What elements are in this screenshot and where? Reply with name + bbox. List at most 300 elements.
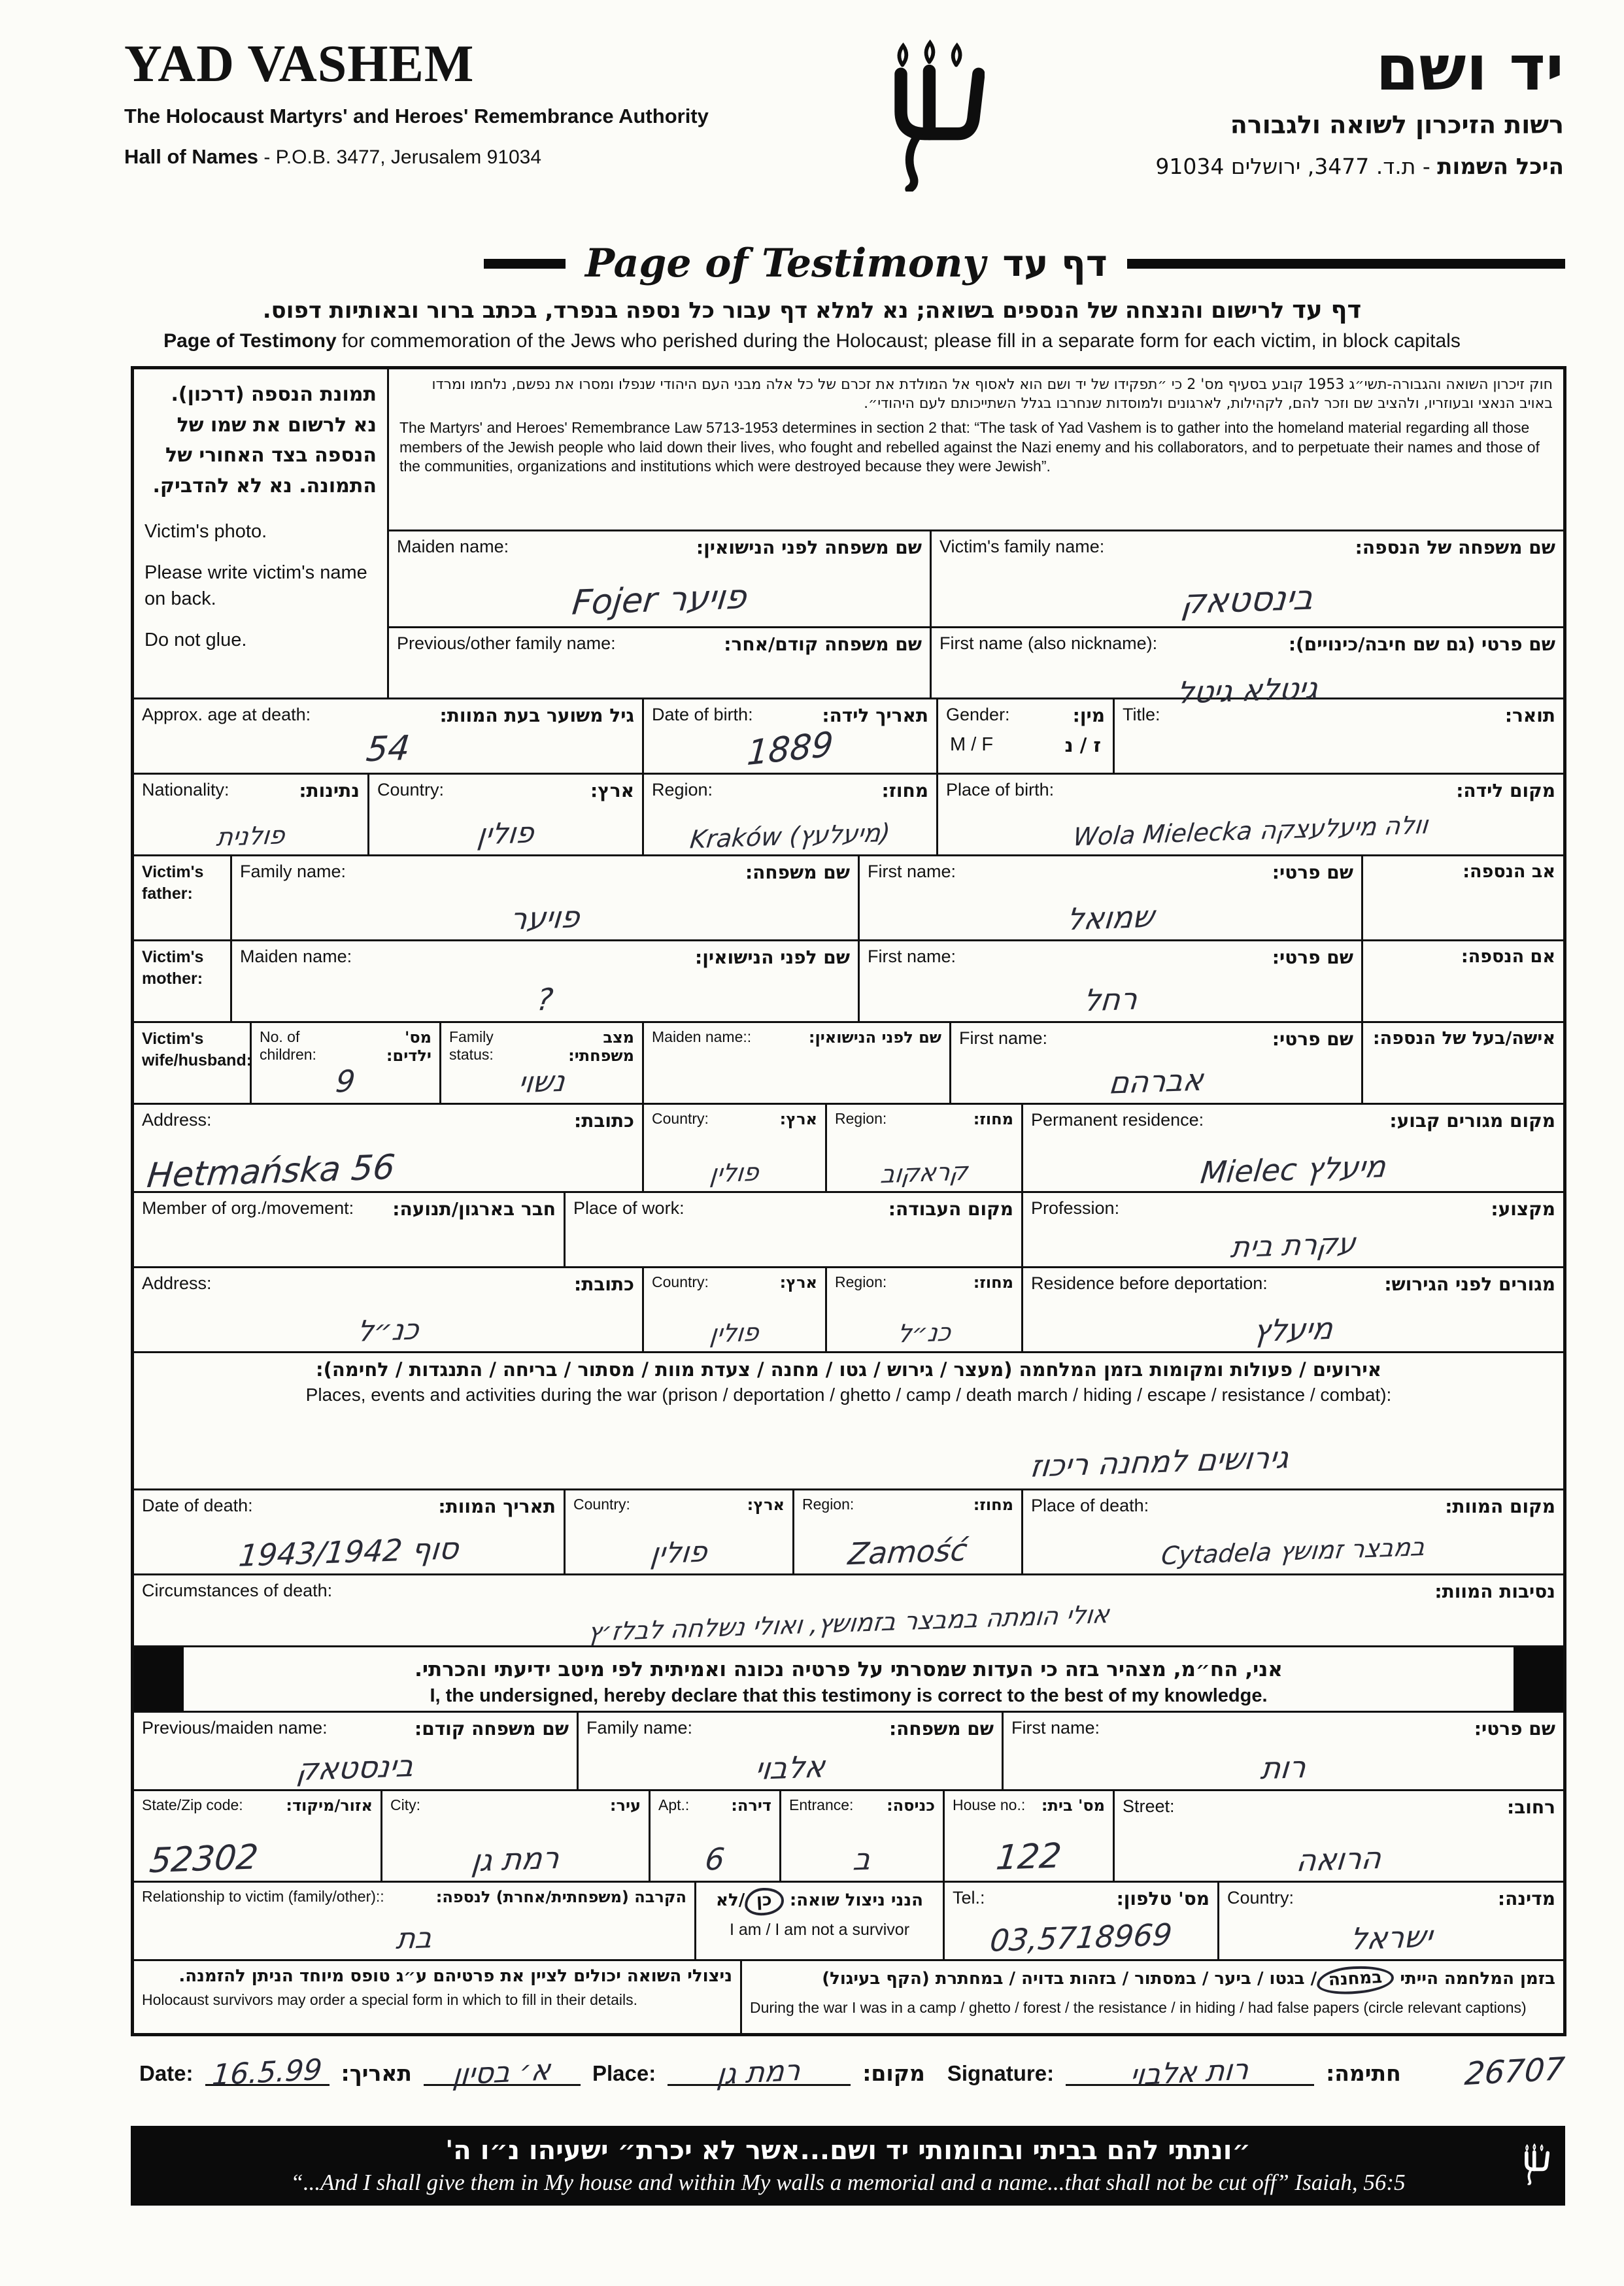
submitter-country-label-he: מדינה: [1497, 1888, 1555, 1909]
war-events-label-he: אירועים / פעולות ומקומות בזמן המלחמה (מעצר / גירוש / גטו / מחנה / צעדת מוות / מסתור / בריחה / התנגדות / לחימה): [316, 1358, 1381, 1381]
place-label-he: מקום: [862, 2060, 925, 2086]
date-value: 16.5.99 [210, 2053, 324, 2093]
place-of-birth-value: Wola Mielecka וולה מיעלעצקה [1072, 810, 1430, 852]
spouse-head-en: Victim's wife/husband: [142, 1030, 252, 1069]
family-status-label-he: מצב משפחתי: [568, 1028, 634, 1065]
title-rule-right [1127, 259, 1565, 269]
children-label-en: No. of children: [260, 1028, 316, 1063]
victim-family-name-label-en: Victim's family name: [939, 537, 1105, 556]
place-line [668, 2052, 851, 2092]
submitter-previous-name-label-he: שם משפחה קודם: [414, 1718, 569, 1740]
address1-country-value: פולין [708, 1157, 761, 1188]
law-text-he: חוק זיכרון השואה והגבורה-תשי״ג 1953 קובע בסעיף מס' 2 כי ״תפקידו של יד ושם הוא לאסוף אל המולדת את זכרם של כל אלה מבני העם היהודי שנפלו ומסרו את נפשם, נלחמו ומרדו באויב הנאצי ובעוזריו, ולהציב שם וזכר להם, לקהילות, לארגונים ולמוסדות שנחרבו בגלל השתייכותם לעם היהודי״. [431, 377, 1553, 412]
address1-region-label-he: מחוז: [973, 1110, 1013, 1128]
place-of-work-label-he: מקום העבודה: [888, 1198, 1013, 1220]
telephone-label-he: מס' טלפון: [1116, 1888, 1210, 1909]
submitter-first-name-label-en: First name: [1011, 1718, 1100, 1738]
gender-options-he: ז / נ [1064, 734, 1101, 756]
spouse-head-he: אישה/בעל של הנספה: [1372, 1028, 1555, 1049]
spouse-first-value: אברהם [1107, 1062, 1206, 1101]
row-photo-law-names [134, 369, 1563, 711]
during-war-camp-label: במחנה [1328, 1967, 1383, 1991]
address1-label-he: כתובת: [574, 1110, 634, 1132]
father-first-label-en: First name: [868, 862, 956, 881]
masthead-right [1155, 33, 1564, 180]
hall-of-names-he [1155, 154, 1564, 180]
mother-first-label-en: First name: [868, 947, 956, 966]
date-of-birth-label-he: תאריך לידה: [822, 705, 928, 726]
registration-number: 26707 [1463, 2050, 1566, 2093]
war-events-label-en: Places, events and activities during the war (prison / deportation / ghetto / camp / death march / hiding / escape / resistance / combat): [305, 1385, 1392, 1405]
page-title-row [131, 241, 1565, 286]
spouse-first-label-he: שם פרטי: [1272, 1028, 1353, 1050]
field-address2-region [827, 1268, 1023, 1351]
mother-first-value: רחל [1081, 981, 1140, 1018]
date-label-he: תאריך: [341, 2060, 412, 2086]
first-name-value: גיטלא גיטל [1175, 670, 1320, 711]
photo-instructions-he: תמונת הנספה (דרכון). נא לרשום את שמו של הנספה בצד האחורי של התמונה. נא לא להדביק. [152, 383, 377, 497]
date-he-value: א׳ בסיון [451, 2053, 552, 2093]
photo-en-line2: Please write victim's name on back. [144, 562, 367, 610]
field-title [1115, 699, 1563, 773]
gender-options-en: M / F [950, 734, 994, 755]
member-org-label-en: Member of org./movement: [142, 1198, 354, 1218]
address1-country-label-en: Country: [652, 1110, 709, 1127]
title-label-en: Title: [1123, 705, 1160, 724]
submitter-first-name-label-he: שם פרטי: [1474, 1718, 1555, 1740]
during-war-prefix: בזמן המלחמה הייתי [1400, 1969, 1555, 1989]
field-submitter-previous-name [134, 1713, 579, 1789]
field-father-family-name [232, 856, 860, 939]
hall-of-names-rest-he: - ת.ד. 3477, ירושלים 91034 [1155, 154, 1438, 179]
signature-value: רות אלבוי [1128, 2053, 1251, 2093]
death-region-label-en: Region: [802, 1496, 854, 1513]
residence-before-label-en: Residence before deportation: [1031, 1273, 1268, 1293]
gender-options [946, 734, 1105, 756]
apt-value: 6 [703, 1841, 726, 1877]
date-of-birth-value: 1889 [745, 724, 835, 774]
previous-family-name-label-en: Previous/other family name: [397, 633, 616, 653]
field-address1 [134, 1105, 644, 1196]
field-place-of-work [566, 1193, 1023, 1266]
field-previous-family-name [389, 628, 932, 698]
birth-country-label-en: Country: [377, 780, 445, 799]
address2-value: כנ״ל [355, 1313, 421, 1349]
mother-maiden-label-he: שם לפני הנישואין: [695, 947, 850, 968]
masthead-left [124, 35, 709, 169]
field-submitter-first-name [1004, 1713, 1563, 1789]
field-submitter-country [1219, 1883, 1563, 1959]
telephone-label-en: Tel.: [953, 1888, 985, 1908]
father-family-value: פויער [508, 899, 582, 937]
place-value: רמת גן [715, 2053, 802, 2092]
row-address2 [134, 1268, 1563, 1353]
row-maiden-family [389, 531, 1563, 628]
mother-head-en: Victim's mother: [142, 948, 204, 988]
title-label-he: תואר: [1504, 705, 1555, 726]
member-org-label-he: חבר בארגון/תנועה: [392, 1198, 556, 1220]
field-mother-first-name [860, 941, 1363, 1021]
row-work [134, 1193, 1563, 1268]
spouse-first-label-en: First name: [959, 1028, 1048, 1048]
address2-country-label-en: Country: [652, 1273, 709, 1290]
yad-vashem-title-he: יד ושם [1376, 33, 1564, 105]
intro-instructions [0, 295, 1624, 352]
spouse-maiden-label-en: Maiden name:: [652, 1028, 752, 1045]
birth-region-value: Kraków (מיעלעץ) [688, 818, 892, 854]
submitter-family-name-label-he: שם משפחה: [888, 1718, 994, 1740]
during-war-rest: / בגטו / ביער / במסתור / בזהות בדויה / במחתרת (הקף בעיגול) [822, 1969, 1317, 1989]
submitter-family-name-label-en: Family name: [586, 1718, 693, 1738]
first-name-label-he: שם פרטי (גם שם חיבה/כינויים): [1288, 633, 1555, 655]
city-value: רמת גן [469, 1840, 562, 1879]
children-value: 9 [334, 1063, 357, 1100]
intro-en [0, 330, 1624, 352]
masthead [124, 33, 1564, 195]
address2-label-en: Address: [142, 1273, 212, 1293]
intro-he [0, 295, 1624, 324]
row-age-dob-gender-title [134, 699, 1563, 775]
entrance-value: ב [851, 1841, 873, 1877]
mother-maiden-label-en: Maiden name: [240, 947, 352, 966]
field-telephone [945, 1883, 1219, 1959]
field-age-at-death [134, 699, 644, 773]
footer-quote-he: ״ונתתי להם בביתי ובחומותי יד ושם...אשר לא יכרת״ ישעיהו נ״ו ה' [445, 2136, 1251, 2166]
survivors-note-en: Holocaust survivors may order a special form in which to fill in their details. [142, 1991, 638, 2008]
signature-line [1066, 2052, 1314, 2093]
date-of-death-value: סוף 1943/1942 [237, 1530, 461, 1573]
place-of-death-label-en: Place of death: [1031, 1496, 1149, 1515]
field-gender [938, 699, 1115, 773]
during-war-he [750, 1966, 1555, 1994]
field-profession [1023, 1193, 1563, 1266]
death-region-value: Zamość [846, 1532, 970, 1572]
survivors-special-form-note [134, 1961, 742, 2033]
mother-maiden-value: ? [535, 981, 555, 1018]
field-birth-country [369, 775, 644, 854]
row-death [134, 1490, 1563, 1575]
field-member-org [134, 1193, 566, 1266]
city-label-he: עיר: [609, 1796, 641, 1815]
signature-strip [134, 2049, 1566, 2093]
zip-label-he: אזור/מיקוד: [286, 1796, 373, 1815]
birth-country-label-he: ארץ: [590, 780, 634, 801]
survivors-note-he: ניצולי השואה יכולים לציין את פרטיהם ע״ג טופס מיוחד הניתן להזמנה. [178, 1966, 732, 1986]
survivor-question-prefix: הנני ניצול שואה: [789, 1891, 923, 1910]
nationality-label-he: נתינות: [299, 780, 360, 801]
field-during-war [742, 1961, 1563, 2033]
title-rule-left [484, 259, 566, 269]
survivor-question-en: I am / I am not a survivor [729, 1921, 910, 1939]
declaration-en: I, the undersigned, hereby declare that this testimony is correct to the best of my knowledge. [430, 1685, 1268, 1706]
spouse-maiden-value [649, 1094, 944, 1104]
address1-value: Hetmańska 56 [145, 1147, 397, 1196]
row-circumstances [134, 1575, 1563, 1647]
spouse-maiden-label-he: שם לפני הנישואין: [808, 1028, 941, 1047]
place-of-death-value: Cytadela במבצר זמושץ [1160, 1532, 1427, 1571]
war-events-value: גירושים למחנה ריכוז [1028, 1439, 1291, 1485]
field-children-count [252, 1023, 441, 1103]
circumstances-label-he: נסיבות המוות: [1434, 1581, 1555, 1602]
date-line [205, 2052, 330, 2093]
hall-of-names-en [124, 145, 709, 169]
nationality-label-en: Nationality: [142, 780, 229, 799]
field-apt [651, 1791, 781, 1881]
telephone-value: 03,5718969 [988, 1917, 1174, 1958]
address1-label-en: Address: [142, 1110, 212, 1130]
field-place-of-birth [938, 775, 1563, 854]
field-street [1115, 1791, 1563, 1881]
survivor-slash: / [738, 1891, 745, 1910]
mother-first-label-he: שם פרטי: [1272, 947, 1353, 968]
field-relationship [134, 1883, 696, 1959]
father-first-label-he: שם פרטי: [1272, 862, 1353, 883]
photo-instructions-box [134, 369, 389, 698]
maiden-name-value: Fojer פויער [570, 577, 749, 623]
submitter-previous-name-value: בינסטאק [295, 1747, 416, 1788]
gender-label-en: Gender: [946, 705, 1010, 724]
zip-value: 52302 [147, 1838, 260, 1881]
law-text-en: The Martyrs' and Heroes' Remembrance Law 5713-1953 determines in section 2 that: “The task of Yad Vashem is to gather into the homeland material regarding all those members of the Jewish people who laid down their lives, who fought and rebelled against the Nazi enemy and his collaborators, and to perpetuate their names and those of the communities, organizations and institutions which were destroyed because they were Jewish”. [399, 419, 1540, 475]
during-war-camp-circled [1316, 1964, 1395, 1996]
first-name-label-en: First name (also nickname): [939, 633, 1158, 653]
survivor-yes-circled [744, 1887, 785, 1916]
photo-instructions-en [144, 518, 377, 653]
profession-label-he: מקצוע: [1491, 1198, 1555, 1220]
photo-en-line1: Victim's photo. [144, 521, 267, 542]
intro-he-rest: לרישום והנצחה של הנספים בשואה; נא למלא דף עבור כל נספה בנפרד, בכתב ברור ובאותיות דפוס. [262, 297, 1293, 324]
death-region-label-he: מחוז: [973, 1496, 1013, 1514]
address1-region-value: קראקוב [879, 1156, 970, 1189]
permanent-residence-value: Mielec מיעלץ [1198, 1148, 1388, 1191]
permanent-residence-label-en: Permanent residence: [1031, 1110, 1204, 1130]
field-address1-country [644, 1105, 827, 1191]
field-spouse-maiden-name [644, 1023, 951, 1103]
field-mother-maiden-name [232, 941, 860, 1021]
profession-label-en: Profession: [1031, 1198, 1120, 1218]
during-war-en: During the war I was in a camp / ghetto / forest / the resistance / in hiding / had false papers (circle relevant captions) [750, 1999, 1527, 2016]
field-submitter-family-name [579, 1713, 1004, 1789]
victim-family-name-label-he: שם משפחה של הנספה: [1355, 537, 1555, 558]
relationship-label-he: הקרבה (משפחתית/אחרת) לנספה: [435, 1888, 686, 1906]
place-of-birth-label-en: Place of birth: [946, 780, 1055, 799]
submitter-first-name-value: רות [1259, 1749, 1308, 1787]
intro-en-bold: Page of Testimony [163, 330, 337, 352]
address2-region-label-en: Region: [835, 1273, 887, 1290]
apt-label-he: דירה: [731, 1796, 771, 1815]
zip-label-en: State/Zip code: [142, 1796, 243, 1813]
declaration-black-bar-right [1514, 1647, 1563, 1711]
field-survivor-status [696, 1883, 945, 1959]
signature-label-he: חתימה: [1326, 2060, 1401, 2086]
yad-vashem-title-en: YAD VASHEM [124, 35, 475, 93]
age-at-death-label-he: גיל משוער בעת המוות: [439, 705, 634, 726]
field-birth-region [644, 775, 938, 854]
field-nationality [134, 775, 369, 854]
field-first-name [932, 628, 1563, 711]
field-house-number [945, 1791, 1115, 1881]
field-address2-country [644, 1268, 827, 1351]
field-spouse-first-name [951, 1023, 1363, 1103]
field-date-of-birth [644, 699, 938, 773]
yad-vashem-logo [880, 38, 985, 195]
date-of-death-label-he: תאריך המוות: [438, 1496, 556, 1517]
maiden-name-label-he: שם משפחה לפני הנישואין: [696, 537, 922, 558]
page-title-he: דף עד [1002, 242, 1108, 285]
street-label-en: Street: [1123, 1796, 1175, 1816]
declaration-black-bar-left [134, 1647, 184, 1711]
field-zip [134, 1791, 382, 1881]
profession-value: עקרת בית [1229, 1226, 1357, 1265]
death-country-label-en: Country: [573, 1496, 630, 1513]
apt-label-en: Apt.: [658, 1796, 690, 1813]
entrance-label-en: Entrance: [789, 1796, 854, 1813]
hall-of-names-rest-en: - P.O.B. 3477, Jerusalem 91034 [258, 146, 542, 168]
residence-before-value: מיעלץ [1251, 1310, 1335, 1349]
authority-subtitle-en: The Holocaust Martyrs' and Heroes' Remembrance Authority [124, 105, 709, 127]
death-country-value: פולין [649, 1535, 709, 1571]
authority-subtitle-he: רשות הזיכרון לשואה ולגבורה [1230, 110, 1564, 139]
survivor-no-label: לא [716, 1891, 739, 1910]
address2-region-label-he: מחוז: [973, 1273, 1013, 1292]
field-circumstances [134, 1575, 1563, 1645]
testimony-form [131, 366, 1566, 2036]
row-submitter-names [134, 1713, 1563, 1791]
row-birth-info [134, 775, 1563, 856]
row-father [134, 856, 1563, 941]
survivor-yes-label: כן [756, 1890, 773, 1911]
address1-country-label-he: ארץ: [779, 1110, 817, 1128]
row-address1 [134, 1105, 1563, 1196]
submitter-family-name-value: אלבוי [753, 1749, 827, 1787]
field-victim-family-name [932, 531, 1563, 626]
father-head-en: Victim's father: [142, 863, 204, 903]
row-relationship-contact [134, 1883, 1563, 1961]
father-head-cell [134, 856, 232, 939]
footer-quote-band [131, 2126, 1565, 2206]
field-city [382, 1791, 651, 1881]
submitter-country-value: ישראל [1348, 1918, 1434, 1957]
mother-head-cell [134, 941, 232, 1021]
place-of-birth-label-he: מקום לידה: [1456, 780, 1555, 801]
maiden-name-label-en: Maiden name: [397, 537, 509, 556]
field-death-region [794, 1490, 1023, 1573]
nationality-value: פולנית [215, 820, 286, 852]
house-number-label-en: House no.: [953, 1796, 1026, 1813]
field-maiden-name [389, 531, 932, 626]
gender-label-he: מין: [1072, 705, 1105, 726]
circumstances-label-en: Circumstances of death: [142, 1581, 333, 1600]
address2-region-value: כנ״ל [896, 1317, 953, 1349]
previous-family-name-label-he: שם משפחה קודם/אחר: [724, 633, 922, 655]
field-permanent-residence [1023, 1105, 1563, 1191]
relationship-value: בת [394, 1921, 434, 1957]
date-of-birth-label-en: Date of birth: [652, 705, 753, 724]
row-mother [134, 941, 1563, 1023]
victim-family-name-value: בינסטאק [1179, 578, 1315, 622]
father-head-he: אב הנספה: [1463, 862, 1555, 882]
family-status-label-en: Family status: [449, 1028, 494, 1063]
street-label-he: רחוב: [1507, 1796, 1555, 1818]
row-spouse [134, 1023, 1563, 1105]
field-date-of-death [134, 1490, 566, 1573]
entrance-label-he: כניסה: [887, 1796, 935, 1815]
circumstances-value: אולי הומתה במבצר בזמושץ, ואולי נשלחה לבלז׳ץ [586, 1599, 1111, 1647]
place-label-en: Place: [592, 2061, 656, 2085]
names-column [389, 369, 1563, 711]
spouse-head-cell [134, 1023, 252, 1103]
declaration-he: אני, הח״מ, מצהיר בזה כי העדות שמסרתי על פרטיה נכונה ואמיתית לפי מיטב ידיעתי והכרתי. [414, 1658, 1283, 1681]
row-notes [134, 1961, 1563, 2033]
date-he-line [424, 2052, 581, 2093]
submitter-country-label-en: Country: [1227, 1888, 1294, 1908]
row-submitter-address [134, 1791, 1563, 1883]
footer-yad-vashem-logo [1521, 2143, 1549, 2189]
hall-of-names-bold-he: היכל השמות [1437, 154, 1564, 180]
father-family-label-he: שם משפחה: [745, 862, 850, 883]
remembrance-law-text [389, 369, 1563, 531]
hall-of-names-bold-en: Hall of Names [124, 145, 259, 168]
father-family-label-en: Family name: [240, 862, 347, 881]
field-father-first-name [860, 856, 1363, 939]
footer-quote-en: “...And I shall give them in My house and within My walls a memorial and a name...that shall not be cut off” Isaiah, 56:5 [290, 2170, 1406, 2195]
date-label-en: Date: [139, 2061, 194, 2085]
field-address1-region [827, 1105, 1023, 1191]
age-at-death-value: 54 [364, 728, 412, 770]
family-status-value: נשוי [516, 1064, 567, 1100]
field-entrance [781, 1791, 945, 1881]
mother-head-he: אם הנספה: [1461, 947, 1555, 967]
address1-region-label-en: Region: [835, 1110, 887, 1127]
permanent-residence-label-he: מקום מגורים קבוע: [1389, 1110, 1555, 1132]
place-of-work-label-en: Place of work: [573, 1198, 685, 1218]
address2-country-label-he: ארץ: [779, 1273, 817, 1292]
field-death-country [566, 1490, 794, 1573]
field-residence-before-deportation [1023, 1268, 1563, 1351]
row-war-events [134, 1353, 1563, 1490]
survivor-question-he [704, 1888, 935, 1915]
row-declaration [134, 1647, 1563, 1713]
address2-country-value: פולין [708, 1317, 761, 1349]
page-title-en: Page of Testimony [585, 241, 986, 286]
city-label-en: City: [390, 1796, 420, 1813]
birth-region-label-en: Region: [652, 780, 713, 799]
submitter-previous-name-label-en: Previous/maiden name: [142, 1718, 328, 1738]
house-number-label-he: מס' בית: [1041, 1796, 1105, 1815]
birth-region-label-he: מחוז: [881, 780, 928, 801]
street-value: הרואה [1294, 1840, 1383, 1879]
birth-country-value: פולין [475, 816, 536, 852]
age-at-death-label-en: Approx. age at death: [142, 705, 311, 724]
field-family-status [441, 1023, 644, 1103]
father-first-value: שמואל [1065, 898, 1156, 937]
field-place-of-death [1023, 1490, 1563, 1573]
intro-en-rest: for commemoration of the Jews who perished during the Holocaust; please fill in a separate form for each victim, in block capitals [336, 330, 1461, 352]
death-country-label-he: ארץ: [747, 1496, 785, 1514]
field-address2 [134, 1268, 644, 1351]
residence-before-label-he: מגורים לפני הגירוש: [1384, 1273, 1555, 1295]
signature-label-en: Signature: [947, 2061, 1055, 2085]
date-of-death-label-en: Date of death: [142, 1496, 253, 1515]
address2-label-he: כתובת: [574, 1273, 634, 1295]
place-of-death-label-he: מקום המוות: [1445, 1496, 1555, 1517]
photo-en-line3: Do not glue. [144, 629, 247, 650]
intro-he-bold: דף עד [1292, 295, 1362, 324]
member-org-value [139, 1255, 558, 1269]
row-prevname-firstname [389, 628, 1563, 711]
children-label-he: מס' ילדים: [386, 1028, 431, 1065]
house-number-value: 122 [994, 1836, 1064, 1878]
